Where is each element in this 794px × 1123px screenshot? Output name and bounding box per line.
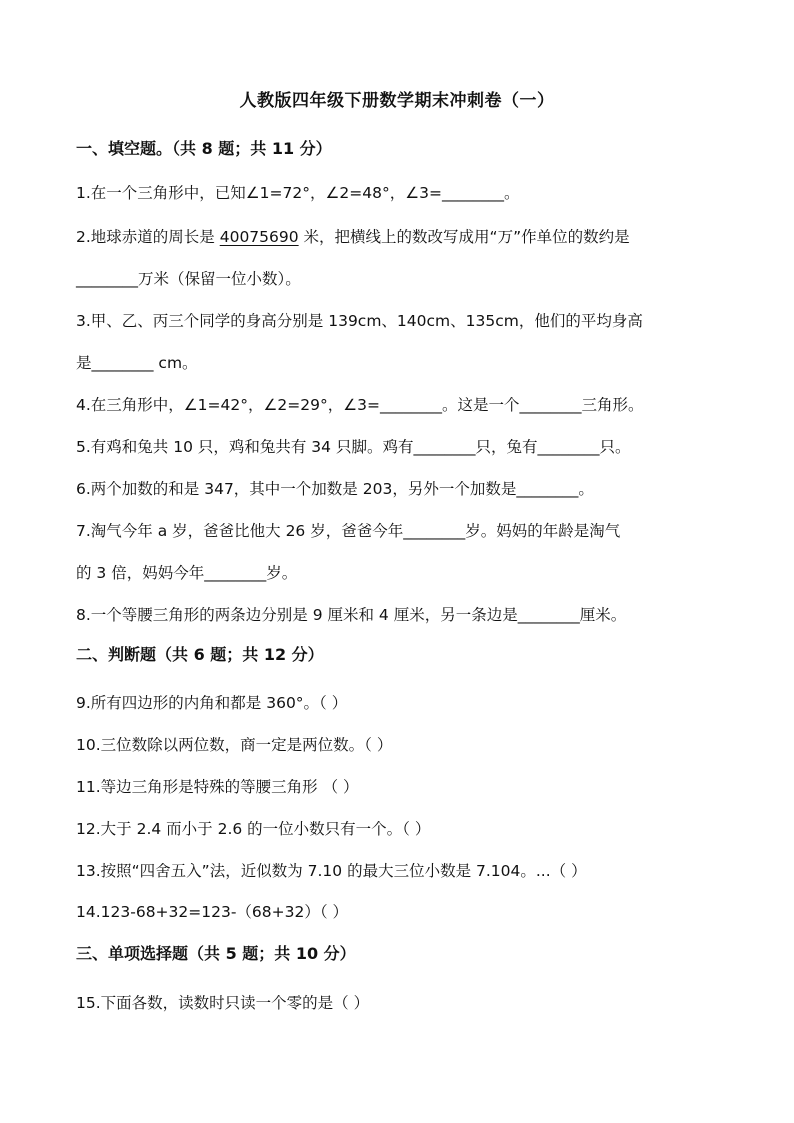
question-15: 15.下面各数，读数时只读一个零的是（ ） xyxy=(76,994,370,1012)
section-heading-true-false: 二、判断题（共 6 题；共 12 分） xyxy=(76,645,324,664)
page-title: 人教版四年级下册数学期末冲刺卷（一） xyxy=(239,91,555,111)
question-13: 13.按照“四舍五入”法，近似数为 7.10 的最大三位小数是 7.104。...（ ） xyxy=(76,862,587,880)
section-heading-single-choice: 三、单项选择题（共 5 题；共 10 分） xyxy=(76,944,356,963)
question-2-line-2: ________万米（保留一位小数）。 xyxy=(76,270,301,288)
question-8: 8.一个等腰三角形的两条边分别是 9 厘米和 4 厘米，另一条边是________厘米。 xyxy=(76,606,627,624)
question-11: 11.等边三角形是特殊的等腰三角形 （ ） xyxy=(76,778,359,796)
question-2-underlined-number: 40075690 xyxy=(219,228,299,246)
question-12: 12.大于 2.4 而小于 2.6 的一位小数只有一个。（ ） xyxy=(76,820,431,838)
question-9: 9.所有四边形的内角和都是 360°。（ ） xyxy=(76,694,348,712)
question-5: 5.有鸡和兔共 10 只，鸡和兔共有 34 只脚。鸡有________只，兔有________只。 xyxy=(76,438,631,456)
section-heading-fill-in: 一、填空题。（共 8 题；共 11 分） xyxy=(76,139,332,158)
question-3-line-1: 3.甲、乙、丙三个同学的身高分别是 139cm、140cm、135cm，他们的平均身高 xyxy=(76,312,643,330)
question-14: 14.123-68+32=123-（68+32）（ ） xyxy=(76,903,349,921)
question-1: 1.在一个三角形中，已知∠1=72°，∠2=48°，∠3=________。 xyxy=(76,184,520,202)
question-4: 4.在三角形中，∠1=42°，∠2=29°，∠3=________。这是一个________三角形。 xyxy=(76,396,644,414)
question-10: 10.三位数除以两位数，商一定是两位数。（ ） xyxy=(76,736,393,754)
question-6: 6.两个加数的和是 347，其中一个加数是 203，另外一个加数是________。 xyxy=(76,480,594,498)
question-7-line-2: 的 3 倍，妈妈今年________岁。 xyxy=(76,564,298,582)
question-7-line-1: 7.淘气今年 a 岁，爸爸比他大 26 岁，爸爸今年________岁。妈妈的年龄是淘气 xyxy=(76,522,621,540)
question-3-line-2: 是________ cm。 xyxy=(76,354,198,372)
question-2-text-after: 米，把横线上的数改写成用“万”作单位的数约是 xyxy=(298,228,630,246)
question-2-text-before: 2.地球赤道的周长是 xyxy=(76,228,220,246)
question-2-line-1 xyxy=(76,226,736,248)
